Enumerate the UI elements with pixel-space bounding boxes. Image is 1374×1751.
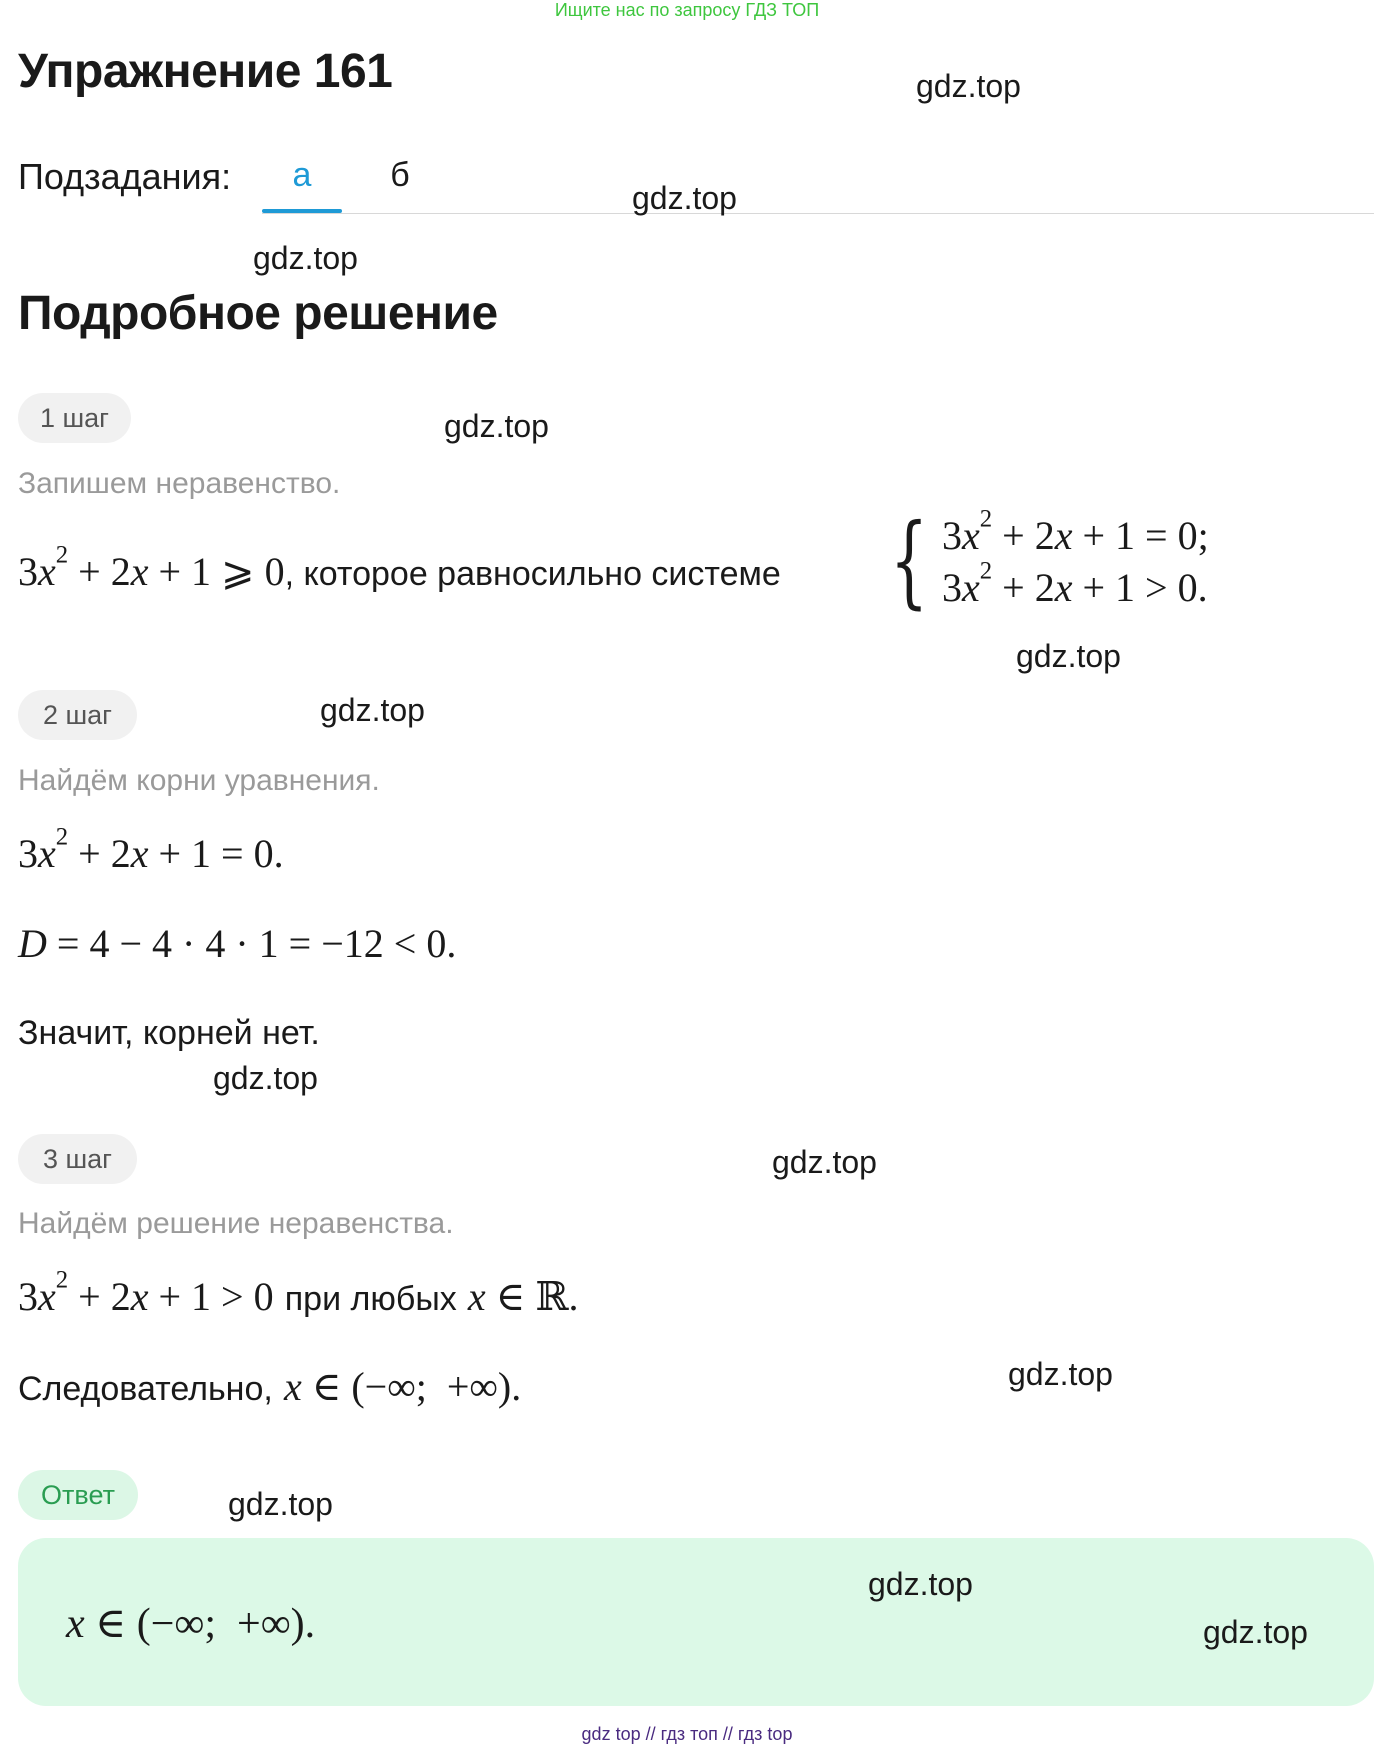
step-3-line-2: Следовательно, x ∈ (−∞; +∞). <box>18 1364 522 1409</box>
watermark: gdz.top <box>632 180 737 216</box>
subtasks-label: Подзадания: <box>18 156 232 197</box>
tab-subtask-b[interactable]: б <box>390 156 410 194</box>
step-1-description: Запишем неравенство. <box>18 467 341 500</box>
watermark: gdz.top <box>1008 1356 1113 1392</box>
system-equation-1: $3x^2 + 2x + 1 = 0$; <box>942 505 1209 558</box>
answer-badge: Ответ <box>18 1470 138 1520</box>
watermark: gdz.top <box>253 240 358 276</box>
step-2-description: Найдём корни уравнения. <box>18 764 380 797</box>
watermark: gdz.top <box>1016 638 1121 674</box>
step-3-badge: 3 шаг <box>18 1134 137 1184</box>
watermark: gdz.top <box>228 1486 333 1522</box>
step-3-description: Найдём решение неравенства. <box>18 1207 454 1240</box>
step-1-text: которое равносильно системе <box>303 555 781 593</box>
step-1-line: $3x^2 + 2x + 1$ ⩾ 0, которое равносильно системе <box>18 541 781 594</box>
watermark: gdz.top <box>1203 1614 1308 1650</box>
step-2-discriminant: D = 4 − 4 · 4 · 1 = −12 < 0. <box>18 921 457 966</box>
footer-watermark: gdz top // гдз топ // гдз top <box>581 1724 793 1744</box>
watermark: gdz.top <box>444 408 549 444</box>
step-1-inequality: $3x^2 + 2x + 1$ ⩾ 0 <box>18 541 285 594</box>
watermark: gdz.top <box>772 1144 877 1180</box>
watermark: gdz.top <box>213 1060 318 1096</box>
page-title: Упражнение 161 <box>18 45 393 98</box>
step-2-conclusion: Значит, корней нет. <box>18 1014 320 1052</box>
watermark: gdz.top <box>868 1566 973 1602</box>
step-3-line-1: $3x^2 + 2x + 1 > 0$ при любых x ∈ ℝ. <box>18 1266 579 1319</box>
top-banner: Ищите нас по запросу ГДЗ ТОП <box>554 0 820 20</box>
watermark: gdz.top <box>320 692 425 728</box>
tabs-divider <box>262 213 1374 214</box>
section-title: Подробное решение <box>18 287 498 340</box>
step-2-badge: 2 шаг <box>18 690 137 740</box>
tab-subtask-a[interactable]: а <box>292 156 312 194</box>
system-equation-2: $3x^2 + 2x + 1 > 0$. <box>942 557 1208 610</box>
step-2-equation: $3x^2 + 2x + 1 = 0$. <box>18 823 284 876</box>
watermark: gdz.top <box>916 68 1021 104</box>
step-1-badge: 1 шаг <box>18 393 131 443</box>
answer-value: x ∈ (−∞; +∞). <box>66 1601 316 1647</box>
system-brace-icon: { <box>890 502 929 619</box>
